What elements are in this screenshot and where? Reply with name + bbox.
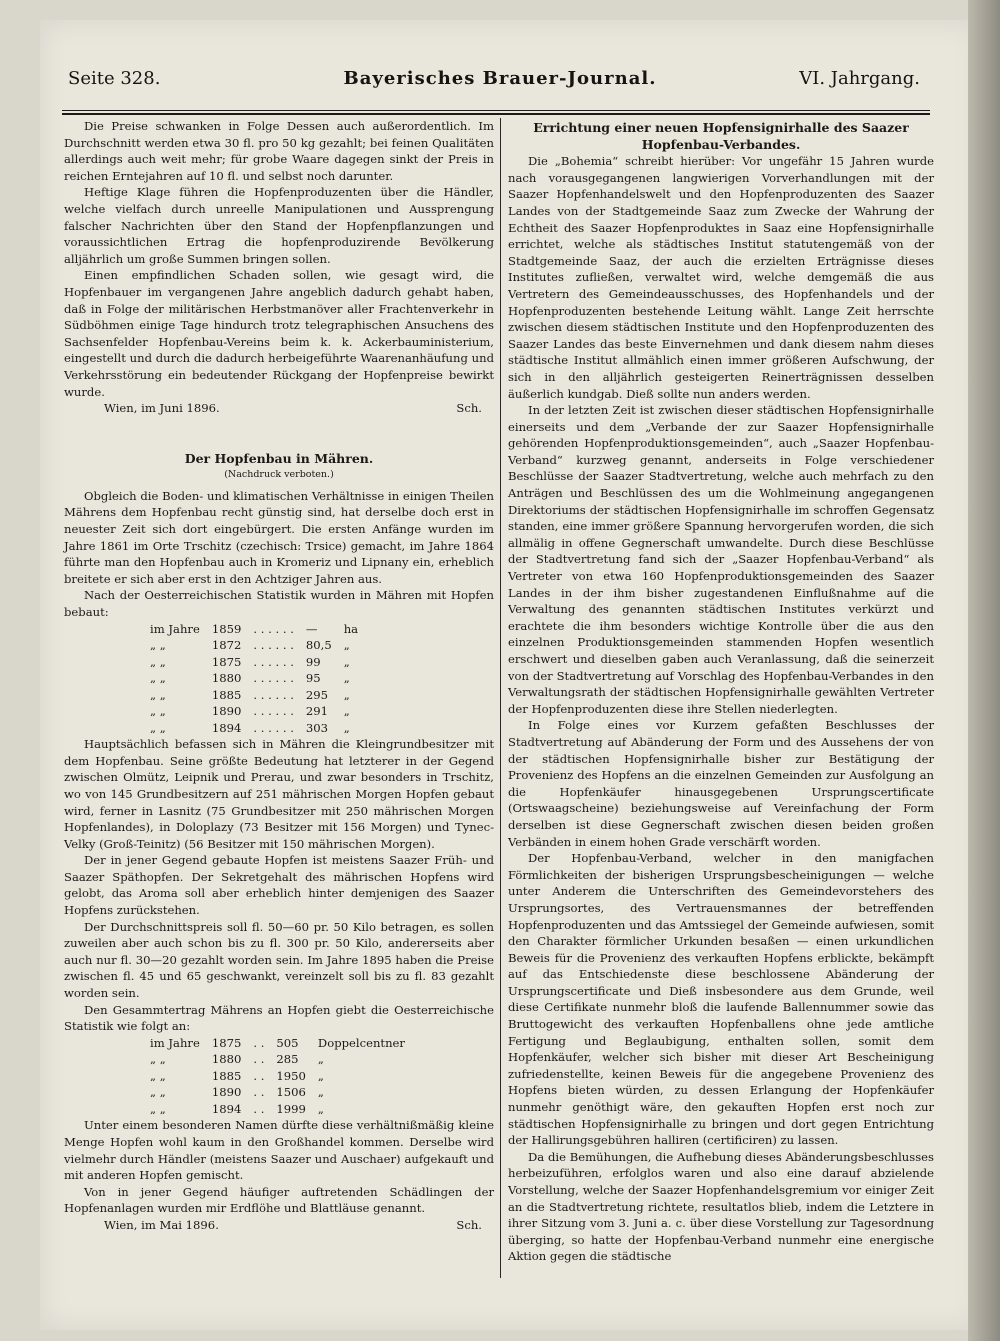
article-note: (Nachdruck verboten.) bbox=[224, 469, 334, 481]
header-rule-thick bbox=[62, 113, 930, 115]
volume-label: VI. Jahrgang. bbox=[799, 68, 920, 89]
paragraph: Der Durchschnittspreis soll fl. 50—60 pr. 50 Kilo betragen, es sollen zuweilen aber auch schon bis zu fl. 300 pr. 50 Kilo, andererseits aber auch nur fl. 30—20 gezahlt worden sein. Im Jahre 1895 haben die Preise zwischen fl. 45 und 65 geschwankt, vereinzelt soll bis zu fl. 83 gezahlt worden sein. bbox=[64, 919, 494, 1001]
signature-line bbox=[64, 1217, 494, 1234]
table-row: „ „ 1890 . . 1506 „ bbox=[150, 1085, 324, 1100]
paragraph: Die „Bohemia“ schreibt hierüber: Vor ungefähr 15 Jahren wurde nach vorausgegangenen langwierigen Vorverhandlungen mit der Saazer Hopfenhandelswelt und den Hopfenproduzenten des Saazer Landes von der Stadtgemeinde Saaz zum Zwecke der Wahrung der Echtheit des Saazer Hopfenproduktes in Saaz eine Hopfensignirhalle errichtet, welche als städtisches Institut statutengemäß von der Stadtgemeinde Saaz, der auch die erzielten Erträgnisse dieses Institutes zufließen, verwaltet wird, welche demgemäß die aus Vertretern des Gemeindeausschusses, des Hopfenhandels und der Hopfenproduzenten bestehende Leitung wählt. Lange Zeit herrschte zwischen diesem städtischen Institute und den Hopfenproduzenten des Saazer Landes das beste Einvernehmen und dank diesem nahm dieses städtische Institut allmählich einen immer größeren Aufschwung, der sich in den alljährlich gesteigerten Reinerträgnissen desselben äußerlich kundgab. Dieß sollte nun anders werden. bbox=[508, 154, 934, 401]
paragraph: Von in jener Gegend häufiger auftretenden Schädlingen der Hopfenanlagen wurden mir Erdflöhe und Blattläuse genannt. bbox=[64, 1184, 494, 1216]
signature-author: Sch. bbox=[456, 1217, 482, 1232]
table-row: „ „ 1872 . . . . . . 80,5 „ bbox=[150, 638, 350, 653]
paragraph: Die Preise schwanken in Folge Dessen auch außerordentlich. Im Durchschnitt werden etwa 30 fl. pro 50 kg gezahlt; bei feinen Qualitäten allerdings auch weit mehr; für grobe Waare dagegen sinkt der Preis in reichen Erntejahren auf 10 fl. und selbst noch darunter. bbox=[64, 119, 494, 183]
table-row: „ „ 1885 . . . . . . 295 „ bbox=[150, 687, 350, 702]
page-number: Seite 328. bbox=[68, 68, 161, 89]
table-row: „ „ 1890 . . . . . . 291 „ bbox=[150, 704, 350, 719]
paragraph: Da die Bemühungen, die Aufhebung dieses Abänderungsbeschlusses herbeizuführen, erfolglos waren und also eine darauf abzielende Vorstellung, welche der Saazer Hopfenhandelsgremium vor einiger Zeit an die Stadtvertretung richtete, resultatlos blieb, indem die Letztere in ihrer Sitzung vom 3. Juni a. c. über diese Vorstellung zur Tagesordnung überging, so hatte der Hopfenbau-Verband nunmehr eine energische Aktion gegen die städtische bbox=[508, 1149, 934, 1264]
signature-line bbox=[64, 400, 494, 417]
article-title: Errichtung einer neuen Hopfensignirhalle des Saazer Hopfenbau-Verbandes. bbox=[533, 120, 909, 152]
table-row: „ „ 1880 . . . . . . 95 „ bbox=[150, 671, 350, 686]
paragraph: In Folge eines vor Kurzem gefaßten Beschlusses der Stadtvertretung auf Abänderung der Form und des Aussehens der von der städtischen Hopfensignirhalle bisher zur Bestätigung der Provenienz des Hopfens an die einzelnen Gemeinden zur Ausfolgung an die Hopfenkäufer hinausgegebenen Ursprungscertificate (Ortswaagscheine) beziehungsweise auf Vereinfachung der Form derselben ist diese Gegnerschaft zwischen diesen beiden großen Verbänden in einem hohen Grade verschärft worden. bbox=[508, 718, 934, 849]
signature-place: Wien, im Mai 1896. bbox=[104, 1217, 219, 1232]
right-column bbox=[508, 118, 934, 1265]
area-table bbox=[144, 621, 364, 737]
page-edge bbox=[968, 0, 1000, 1341]
column-divider bbox=[500, 118, 501, 1278]
yield-table bbox=[144, 1035, 411, 1118]
table-row: im Jahre 1859 . . . . . . — ha bbox=[150, 621, 359, 636]
paragraph: Einen empfindlichen Schaden sollen, wie gesagt wird, die Hopfenbauer im vergangenen Jahre angeblich dadurch gehabt haben, daß in Folge der militärischen Herbstmanöver aller Frachtenverkehr in Südböhmen einige Tage hindurch trotz telegraphischen Ansuchens des Sachsenfelder Hopfenbau-Vereins beim k. k. Ackerbauministerium, eingestellt und durch die dadurch herbeigeführte Waarenanhäufung und Verkehrsstörung ein bedeutender Rückgang der Hopfenpreise bewirkt wurde. bbox=[64, 268, 494, 399]
paragraph: Heftige Klage führen die Hopfenproduzenten über die Händler, welche vielfach durch unreelle Manipulationen und Aussprengung falscher Nachrichten über den Stand der Hopfenpflanzungen und voraussichtlichen Ertrag die hopfenproduzirende Bevölkerung alljährlich um große Summen bringen sollen. bbox=[64, 185, 494, 266]
paragraph: Den Gesammtertrag Mährens an Hopfen giebt die Oesterreichische Statistik wie folgt an: bbox=[64, 1002, 494, 1034]
left-column bbox=[64, 118, 494, 1233]
table-row: „ „ 1875 . . . . . . 99 „ bbox=[150, 654, 350, 669]
paragraph: Der Hopfenbau-Verband, welcher in den manigfachen Förmlichkeiten der bisherigen Ursprungsbescheinigungen — welche unter Anderem die Unterschriften des Gemeindevorstehers des Ursprungsortes, des Vertrauensmannes der betreffenden Hopfenproduzenten und das Amtssiegel der Gemeinde aufwiesen, somit den Charakter förmlicher Urkunden besaßen — einen urkundlichen Beweis für die Provenienz des verkauften Hopfens erblickte, bekämpft auf das Entschiedenste diese beschlossene Abänderung der Ursprungscertificate und Dieß insbesondere aus dem Grunde, weil diese Certifikate nunmehr bloß die laufende Ballennummer sowie das Bruttogewicht des verkauften Hopfenballens ohne jede amtliche Fertigung und Beglaubigung, enthalten sollen, somit dem Hopfenkäufer, welcher sich bisher mit dieser Art Bescheinigung zufriedenstellte, keinen Beweis für die angegebene Provenienz des Hopfens bieten würden, zu dessen Erlangung der Hopfenkäufer nunmehr genöthigt wäre, den gekauften Hopfen erst noch zur städtischen Hopfensignirhalle zu bringen und dort gegen Entrichtung der Hallirungsgebühren halliren (certificiren) zu lassen. bbox=[508, 851, 934, 1148]
paragraph: Obgleich die Boden- und klimatischen Verhältnisse in einigen Theilen Mährens dem Hopfenbau recht günstig sind, hat derselbe doch erst in neuester Zeit sich dort eingebürgert. Die ersten Anfänge wurden im Jahre 1861 im Orte Trschitz (czechisch: Trsice) gemacht, im Jahre 1864 führte man den Hopfenbau auch in Kromeriz und Lipnany ein, erheblich breitete er sich aber erst in den Achtziger Jahren aus. bbox=[64, 488, 494, 586]
paragraph: In der letzten Zeit ist zwischen dieser städtischen Hopfensignirhalle einerseits und dem „Verbande der zur Saazer Hopfensignirhalle gehörenden Hopfenproduktionsgemeinden“, auch „Saazer Hopfenbau-Verband“ kurzweg genannt, anderseits in Folge verschiedener Beschlüsse der Saazer Stadtvertretung, welche auch mehrfach zu den Anträgen und Beschlüssen des um die Wohlmeinung angegangenen Direktoriums der städtischen Hopfensignirhalle im schroffen Gegensatz standen, eine immer größere Spannung hervorgerufen worden, die sich allmälig in offene Gegnerschaft umwandelte. Durch diese Beschlüsse der Stadtvertretung fand sich der „Saazer Hopfenbau-Verband“ als Vertreter von etwa 160 Hopfenproduktionsgemeinden des Saazer Landes in der ihm bisher zugestandenen Einflußnahme auf die Verwaltung des genannten städtischen Institutes verkürzt und erachtete die ihm besonders wichtige Kontrolle über die aus den einzelnen Produktionsgemeinden stammenden Hopfen wesentlich erschwert und dieselben gaben auch Veranlassung, daß die seinerzeit von der Stadtvertretung auf Vorschlag des Hopfenbau-Verbandes in den Verwaltungsrath der städtischen Hopfensignirhalle gewählten Vertreter der Hopfenproduzenten diese ihre Stellen niederlegten. bbox=[508, 403, 934, 716]
table-row: „ „ 1880 . . 285 „ bbox=[150, 1052, 324, 1067]
paragraph: Hauptsächlich befassen sich in Mähren die Kleingrundbesitzer mit dem Hopfenbau. Seine größte Bedeutung hat letzterer in der Gegend zwischen Olmütz, Leipnik und Prerau, und zwar besonders in Trschitz, wo von 145 Grundbesitzern auf 251 mährischen Morgen Hopfen gebaut wird, ferner in Lasnitz (75 Grundbesitzer mit 250 mährischen Morgen Hopfenlandes), in Doloplazy (73 Besitzer mit 156 Morgen) und Tynec-Velky (Groß-Teinitz) (56 Besitzer mit 150 mährischen Morgen). bbox=[64, 737, 494, 851]
journal-title: Bayerisches Brauer-Journal. bbox=[343, 68, 657, 89]
table-row: „ „ 1885 . . 1950 „ bbox=[150, 1068, 324, 1083]
signature-place: Wien, im Juni 1896. bbox=[104, 401, 220, 416]
header-rule bbox=[62, 110, 930, 111]
table-row: „ „ 1894 . . . . . . 303 „ bbox=[150, 720, 350, 735]
table-row: im Jahre 1875 . . 505 Doppelcentner bbox=[150, 1035, 405, 1050]
article-title: Der Hopfenbau in Mähren. bbox=[184, 450, 374, 466]
paragraph: Der in jener Gegend gebaute Hopfen ist meistens Saazer Früh- und Saazer Späthopfen. Der Sekretgehalt des mährischen Hopfens wird gelobt, das Aroma soll aber erheblich hinter demjenigen des Saazer Hopfens zurückstehen. bbox=[64, 853, 494, 918]
paragraph: Nach der Oesterreichischen Statistik wurden in Mähren mit Hopfen bebaut: bbox=[64, 588, 494, 620]
signature-author: Sch. bbox=[456, 401, 482, 416]
table-row: „ „ 1894 . . 1999 „ bbox=[150, 1101, 324, 1116]
paragraph: Unter einem besonderen Namen dürfte diese verhältnißmäßig kleine Menge Hopfen wohl kaum in den Großhandel kommen. Derselbe wird vielmehr durch Händler (meistens Saazer und Auschaer) aufgekauft und mit anderen Hopfen gemischt. bbox=[64, 1118, 494, 1183]
